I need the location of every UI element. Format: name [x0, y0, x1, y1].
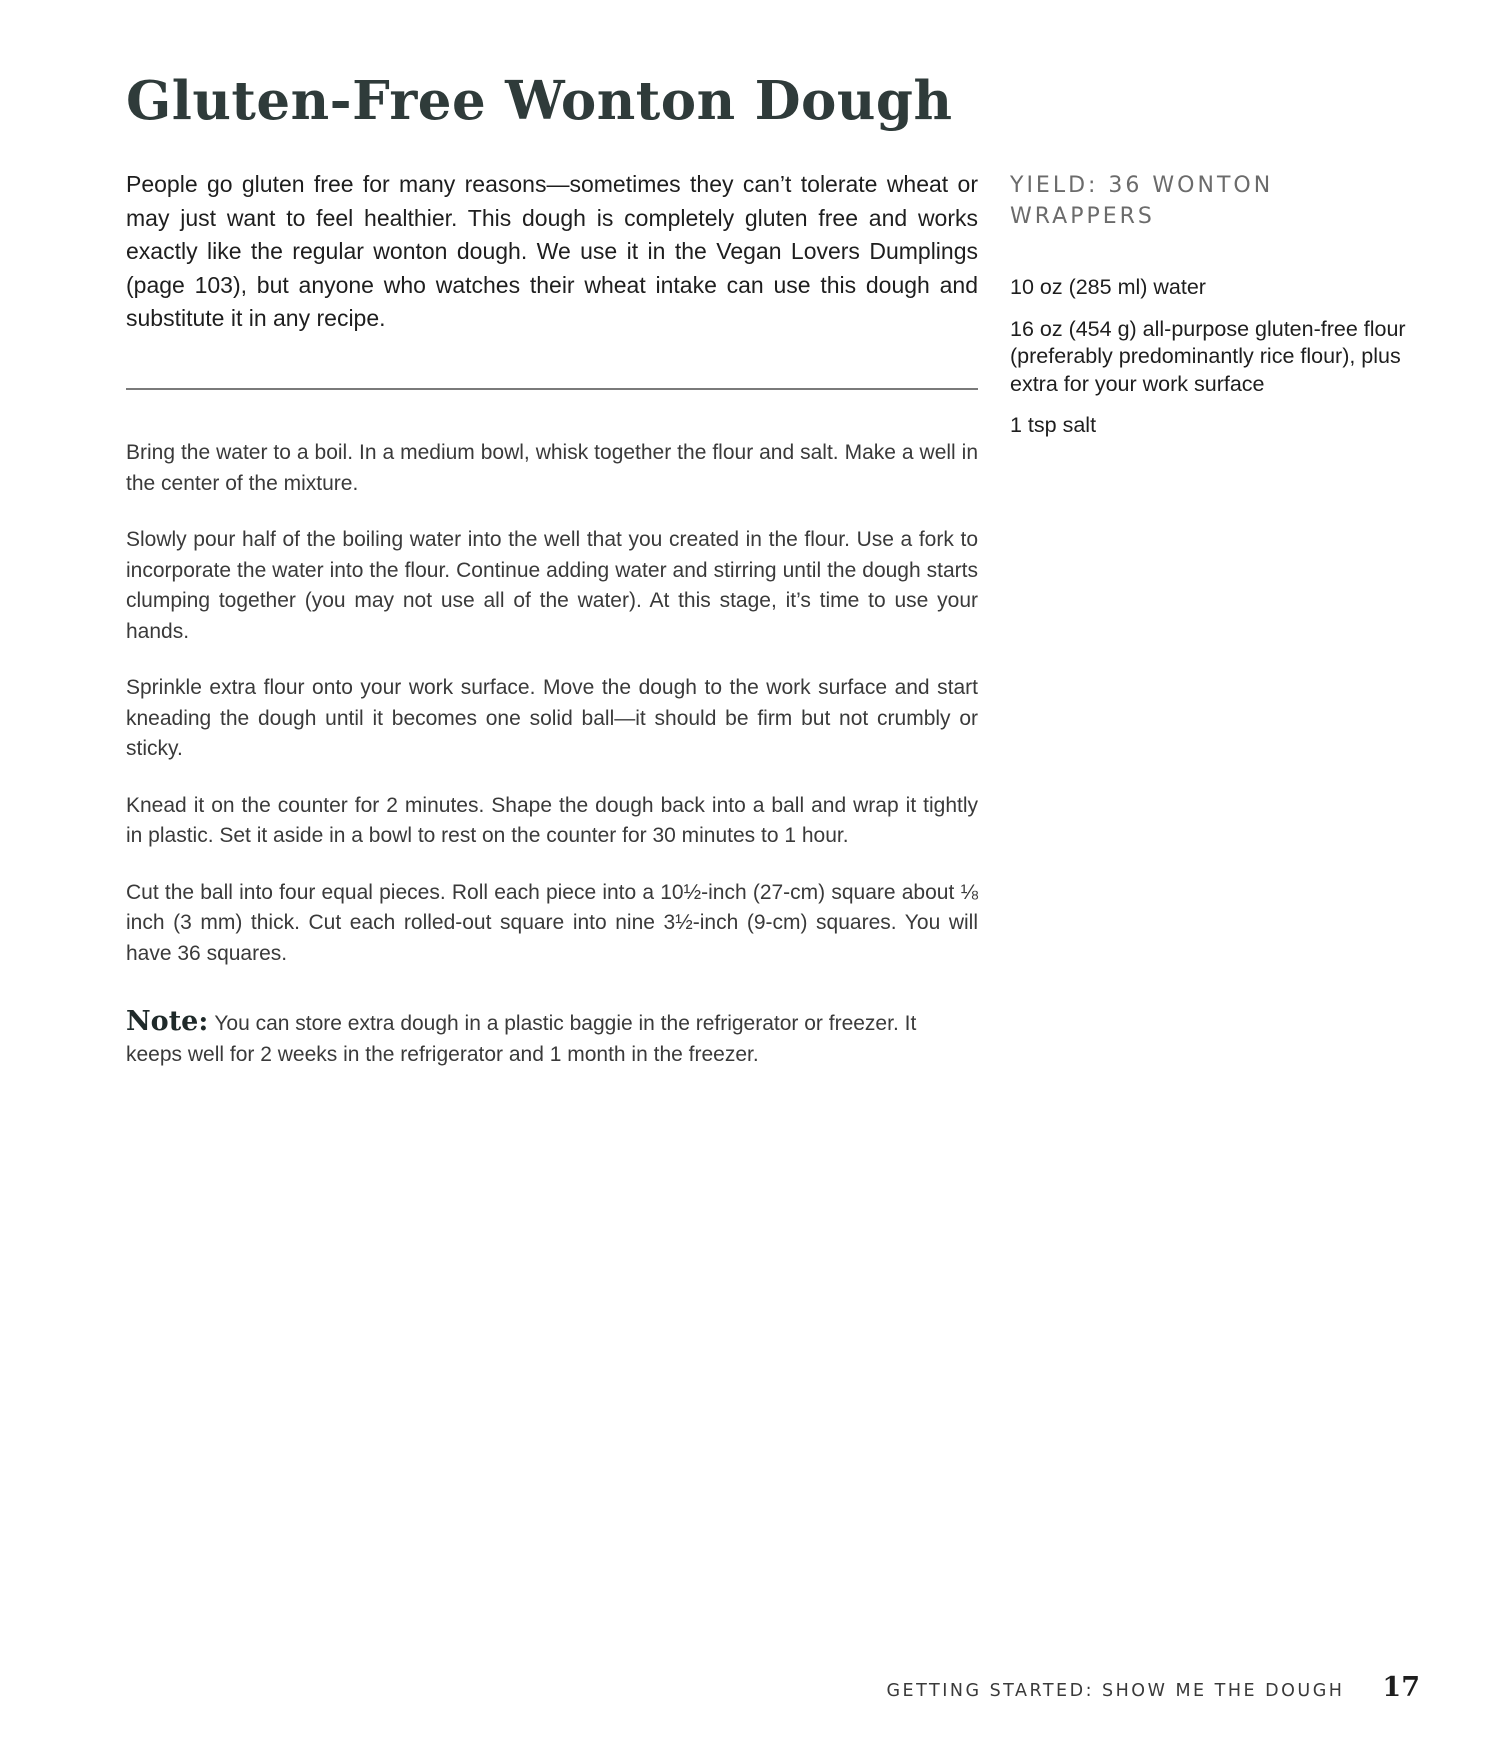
- note-text: You can store extra dough in a plastic baggie in the refrigerator or freezer. It keeps well for 2 weeks in the refrigerator and 1 month in the freezer.: [126, 1012, 917, 1066]
- recipe-step: Bring the water to a boil. In a medium bowl, whisk together the flour and salt. Make a well in the center of the mixture.: [126, 441, 978, 495]
- recipe-step: Cut the ball into four equal pieces. Roll each piece into a 10½-inch (27-cm) square about ⅛ inch (3 mm) thick. Cut each rolled-out square into nine 3½-inch (9-cm) squares. You will have 36 squares.: [126, 880, 978, 965]
- note-label: Note:: [126, 1006, 209, 1037]
- page-footer: [887, 1672, 1421, 1703]
- recipe-note: [126, 1007, 978, 1070]
- section-divider: [126, 388, 978, 390]
- recipe-steps: [126, 438, 978, 1070]
- ingredients-sidebar: [1010, 170, 1410, 454]
- running-head: GETTING STARTED: SHOW ME THE DOUGH: [886, 1681, 1345, 1701]
- recipe-step: Sprinkle extra flour onto your work surface. Move the dough to the work surface and start kneading the dough until it becomes one solid ball—it should be firm but not crumbly or sticky.: [126, 676, 978, 760]
- page-number: 17: [1382, 1672, 1420, 1703]
- recipe-intro: People go gluten free for many reasons—sometimes they can’t tolerate wheat or may just want to feel healthier. This dough is completely gluten free and works exactly like the regular wonton dough. We use it in the Vegan Lovers Dumplings (page 103), but anyone who watches their wheat intake can use this dough and substitute it in any recipe.: [126, 171, 978, 331]
- ingredient-item: 16 oz (454 g) all-purpose gluten-free flour (preferably predominantly rice flour), plus extra for your work surface: [1010, 316, 1406, 396]
- ingredient-item: 1 tsp salt: [1010, 413, 1097, 437]
- recipe-step: Slowly pour half of the boiling water into the well that you created in the flour. Use a fork to incorporate the water into the flour. Continue adding water and stirring until the dough starts clumping together (you may not use all of the water). At this stage, it’s time to use your hands.: [126, 528, 978, 643]
- recipe-step: Knead it on the counter for 2 minutes. Shape the dough back into a ball and wrap it tightly in plastic. Set it aside in a bowl to rest on the counter for 30 minutes to 1 hour.: [126, 793, 978, 847]
- ingredient-item: 10 oz (285 ml) water: [1010, 275, 1206, 299]
- recipe-title: Gluten-Free Wonton Dough: [126, 70, 953, 132]
- recipe-yield: YIELD: 36 WONTON WRAPPERS: [1010, 173, 1274, 229]
